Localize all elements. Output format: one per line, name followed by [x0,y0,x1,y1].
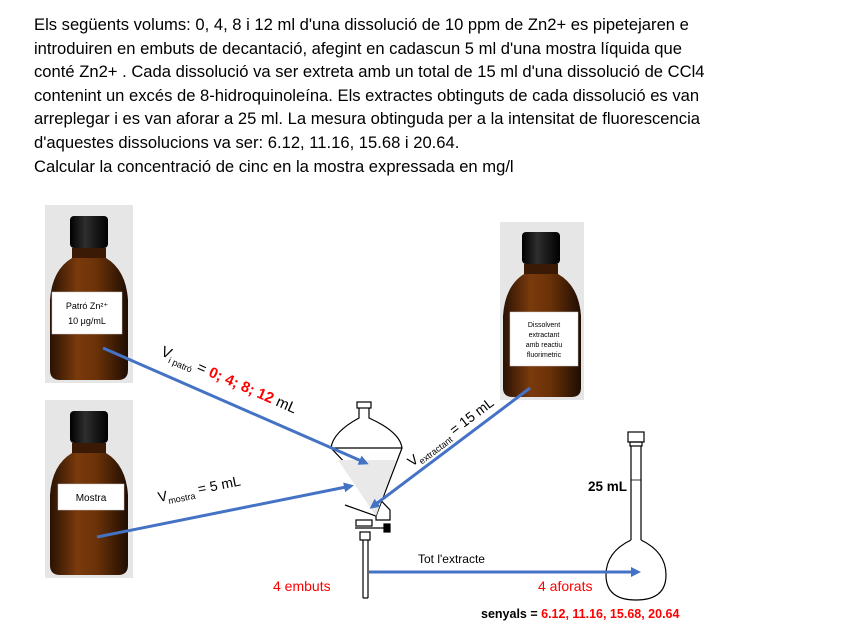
extractant-volume-label: $V_{extractant} = 15$ mL [404,394,497,470]
solvent-label-line3: amb reactiu [525,342,563,349]
volumetric-flask [606,432,666,600]
solvent-label-line1: Dissolvent [527,322,561,329]
problem-line: introduiren en embuts de decantació, afegint en cadascun 5 ml d'una mostra líquida que [34,38,682,58]
flask-volume-label: 25 mL [588,479,628,494]
problem-line: d'aquestes dissolucions va ser: 6.12, 11.16, 15.68 i 20.64. [34,132,460,152]
sample-volume-label: $V_{mostra} = 5$ mL [156,472,242,507]
standard-label-line1: Patró Zn²⁺ [65,301,109,311]
signals-label: senyals = 6.12, 11.16, 15.68, 20.64 [481,607,680,621]
transfer-label: Tot l'extracte [418,552,485,566]
solvent-label-line4: fluorimetric [526,352,562,359]
problem-line: contenint un excés de 8-hidroquinoleína. Els extractes obtinguts de cada dissolució es van [34,85,700,105]
problem-line: Calcular la concentració de cinc en la mostra expressada en mg/l [34,156,514,176]
standard-volume-label: $V_{i patró} = 0$; 4; 8; 12 mL [158,343,300,418]
solvent-label-line2: extractant [528,332,560,339]
standard-arrow [103,348,366,463]
sample-bottle [45,400,133,578]
flasks-count-label: 4 aforats [538,578,593,594]
separatory-funnel [331,402,402,598]
funnels-count-label: 4 embuts [273,578,331,594]
sample-label: Mostra [75,493,107,504]
problem-line: arreplegar i es van aforar a 25 ml. La mesura obtinguda per a la intensitat de fluorescencia [34,109,700,129]
sample-arrow [97,486,351,537]
standard-label-line2: 10 μg/mL [68,316,106,326]
problem-line: conté Zn2+ . Cada dissolució va ser extreta amb un total de 15 ml d'una dissolució de CCl4 [34,62,705,82]
problem-line: Els següents volums: 0, 4, 8 i 12 ml d'una dissolució de 10 ppm de Zn2+ es pipetejaren e [34,15,689,34]
solvent-bottle [500,222,584,400]
